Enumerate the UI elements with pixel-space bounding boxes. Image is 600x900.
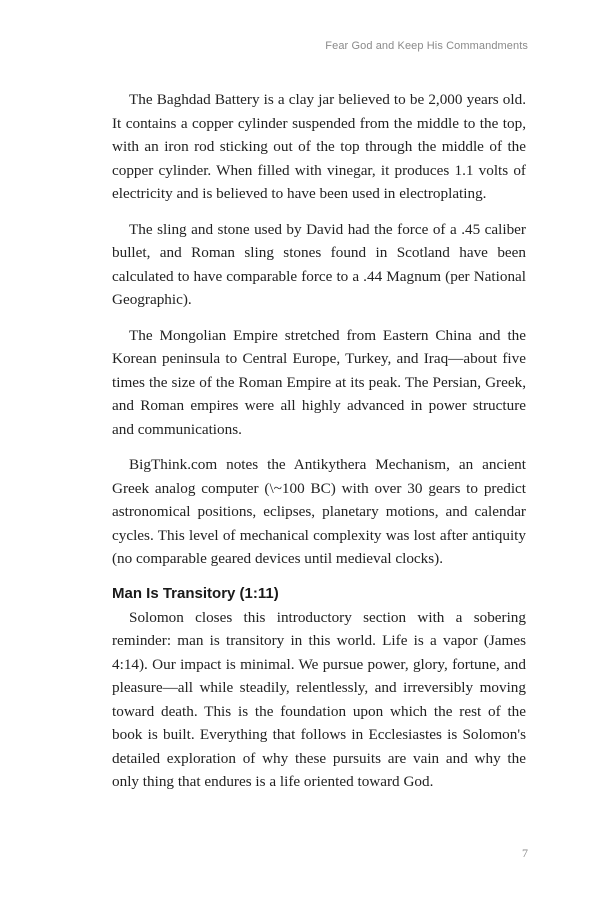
page-number: 7 [522, 846, 528, 860]
running-header: Fear God and Keep His Commandments [325, 40, 528, 52]
page-body [112, 88, 526, 806]
paragraph-baghdad-battery: The Baghdad Battery is a clay jar believed to be 2,000 years old. It contains a copper cylinder suspended from the middle to the top, with an iron rod sticking out of the top through the middle of the copper cylinder. When filled with vinegar, it produces 1.1 volts of electricity and is believed to have been used in electroplating. [112, 91, 526, 202]
section-heading: Man Is Transitory (1:11) [112, 584, 279, 602]
paragraph-man-is-transitory: Solomon closes this introductory section with a sobering reminder: man is transitory in this world. Life is a vapor (James 4:14). Our impact is minimal. We pursue power, glory, fortune, and pleasure—all while steadily, relentlessly, and irreversibly moving toward death. This is the foundation upon which the rest of the book is built. Everything that follows in Ecclesiastes is Solomon's detailed exploration of why these pursuits are vain and why the only thing that endures is a life oriented toward God. [112, 608, 526, 790]
paragraph-mongolian-empire: The Mongolian Empire stretched from Eastern China and the Korean peninsula to Central Europe, Turkey, and Iraq—about five times the size of the Roman Empire at its peak. The Persian, Greek, and Roman empires were all highly advanced in power structure and communications. [112, 326, 526, 438]
paragraph-antikythera-mechanism: BigThink.com notes the Antikythera Mechanism, an ancient Greek analog computer (\~100 BC) with over 30 gears to predict astronomical positions, eclipses, planetary motions, and calendar cycles. This level of mechanical complexity was lost after antiquity (no comparable geared devices until medieval clocks). [112, 456, 526, 567]
paragraph-sling-and-stone: The sling and stone used by David had the force of a .45 caliber bullet, and Roman sling stones found in Scotland have been calculated to have comparable force to a .44 Magnum (per National Geographic). [112, 220, 526, 308]
